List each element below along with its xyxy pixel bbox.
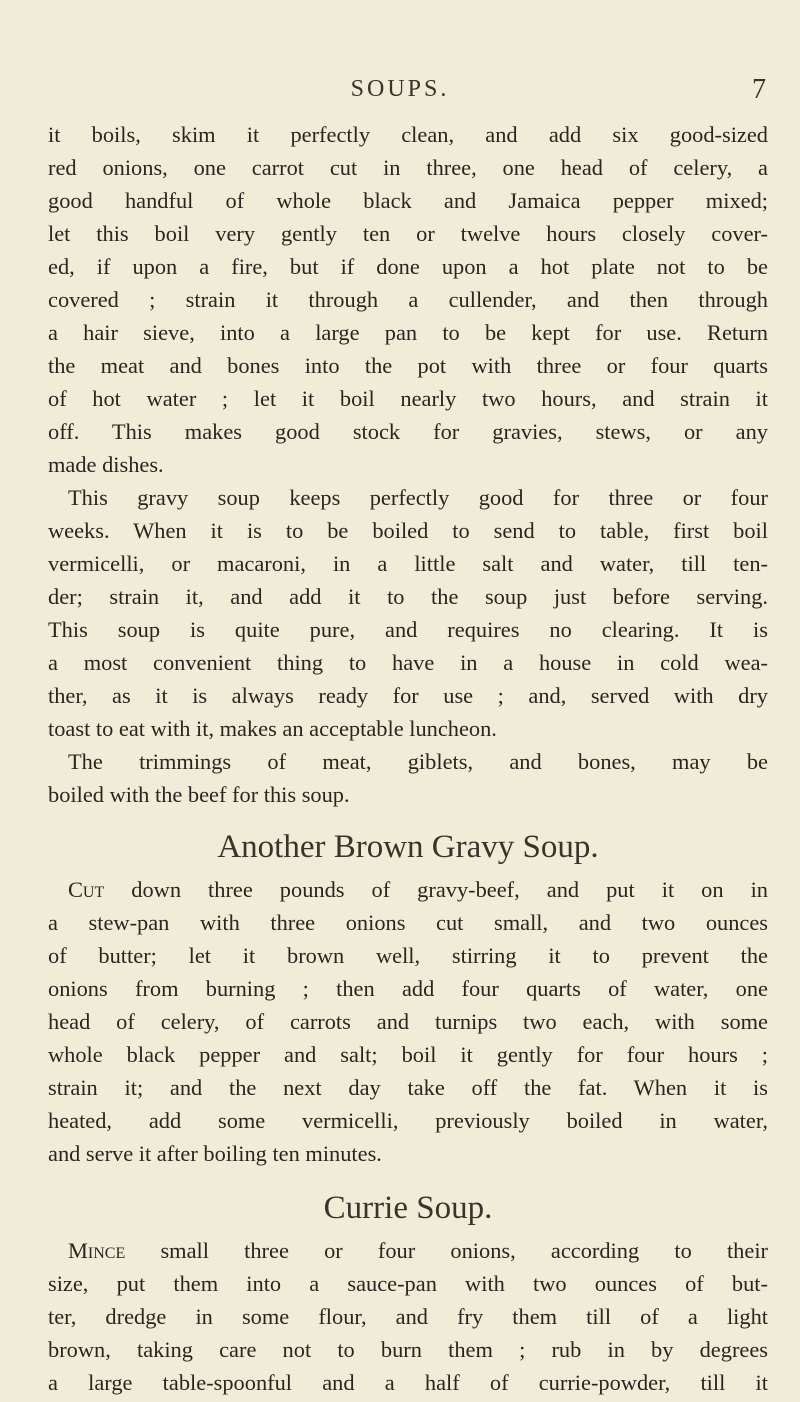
text-line: whole black pepper and salt; boil it gently for four hours ;	[48, 1042, 768, 1067]
running-head	[0, 76, 800, 106]
text-line: onions from burning ; then add four quarts of water, one	[48, 976, 768, 1001]
text-line: a hair sieve, into a large pan to be kept for use. Return	[48, 320, 768, 345]
text-line: brown, taking care not to burn them ; rub in by degrees	[48, 1337, 768, 1362]
text-line: der; strain it, and add it to the soup just before serving.	[48, 584, 768, 609]
heading-another-brown-gravy-soup: Another Brown Gravy Soup.	[217, 829, 599, 865]
text-line: weeks. When it is to be boiled to send to table, first boil	[48, 518, 768, 543]
text-line: let this boil very gently ten or twelve hours closely cover-	[48, 221, 768, 246]
text-line: heated, add some vermicelli, previously boiled in water,	[48, 1108, 768, 1133]
text-line: Cut down three pounds of gravy-beef, and put it on in	[68, 877, 768, 902]
text-line: ther, as it is always ready for use ; and, served with dry	[48, 683, 768, 708]
body-text	[48, 118, 768, 1399]
text-line: boiled with the beef for this soup.	[48, 782, 350, 807]
text-line: toast to eat with it, makes an acceptable luncheon.	[48, 716, 497, 741]
text-line: a large table-spoonful and a half of currie-powder, till it	[48, 1370, 768, 1395]
paragraph-gravy-soup	[48, 481, 768, 745]
paragraph-trimmings	[48, 745, 768, 811]
text-line: made dishes.	[48, 452, 164, 477]
text-line: ed, if upon a fire, but if done upon a hot plate not to be	[48, 254, 768, 279]
text-line: This gravy soup keeps perfectly good for three or four	[68, 485, 768, 510]
heading-currie-soup: Currie Soup.	[323, 1190, 493, 1226]
text-line: ter, dredge in some flour, and fry them till of a light	[48, 1304, 768, 1329]
text-line: it boils, skim it perfectly clean, and add six good-sized	[48, 122, 768, 147]
text-line: of butter; let it brown well, stirring it to prevent the	[48, 943, 768, 968]
text-line: size, put them into a sauce-pan with two ounces of but-	[48, 1271, 768, 1296]
text-line: of hot water ; let it boil nearly two hours, and strain it	[48, 386, 768, 411]
text-line: covered ; strain it through a cullender, and then through	[48, 287, 768, 312]
text-line: off. This makes good stock for gravies, stews, or any	[48, 419, 768, 444]
paragraph-currie-recipe	[48, 1234, 768, 1399]
text-line: head of celery, of carrots and turnips two each, with some	[48, 1009, 768, 1034]
text-line: Mince small three or four onions, according to their	[68, 1238, 768, 1263]
page-number: 7	[752, 74, 766, 105]
text-line: and serve it after boiling ten minutes.	[48, 1141, 382, 1166]
text-line: red onions, one carrot cut in three, one head of celery, a	[48, 155, 768, 180]
text-line: a most convenient thing to have in a house in cold wea-	[48, 650, 768, 675]
text-line: a stew-pan with three onions cut small, and two ounces	[48, 910, 768, 935]
text-line: vermicelli, or macaroni, in a little salt and water, till ten-	[48, 551, 768, 576]
text-line: This soup is quite pure, and requires no clearing. It is	[48, 617, 768, 642]
text-line: the meat and bones into the pot with three or four quarts	[48, 353, 768, 378]
running-title: SOUPS.	[350, 76, 450, 102]
text-line: strain it; and the next day take off the fat. When it is	[48, 1075, 768, 1100]
paragraph-brown-gravy-recipe	[48, 873, 768, 1170]
text-line: The trimmings of meat, giblets, and bones, may be	[68, 749, 768, 774]
drop-word: Cut	[68, 877, 105, 902]
paragraph-stock	[48, 118, 768, 481]
text-line: good handful of whole black and Jamaica pepper mixed;	[48, 188, 768, 213]
drop-word: Mince	[68, 1238, 126, 1263]
